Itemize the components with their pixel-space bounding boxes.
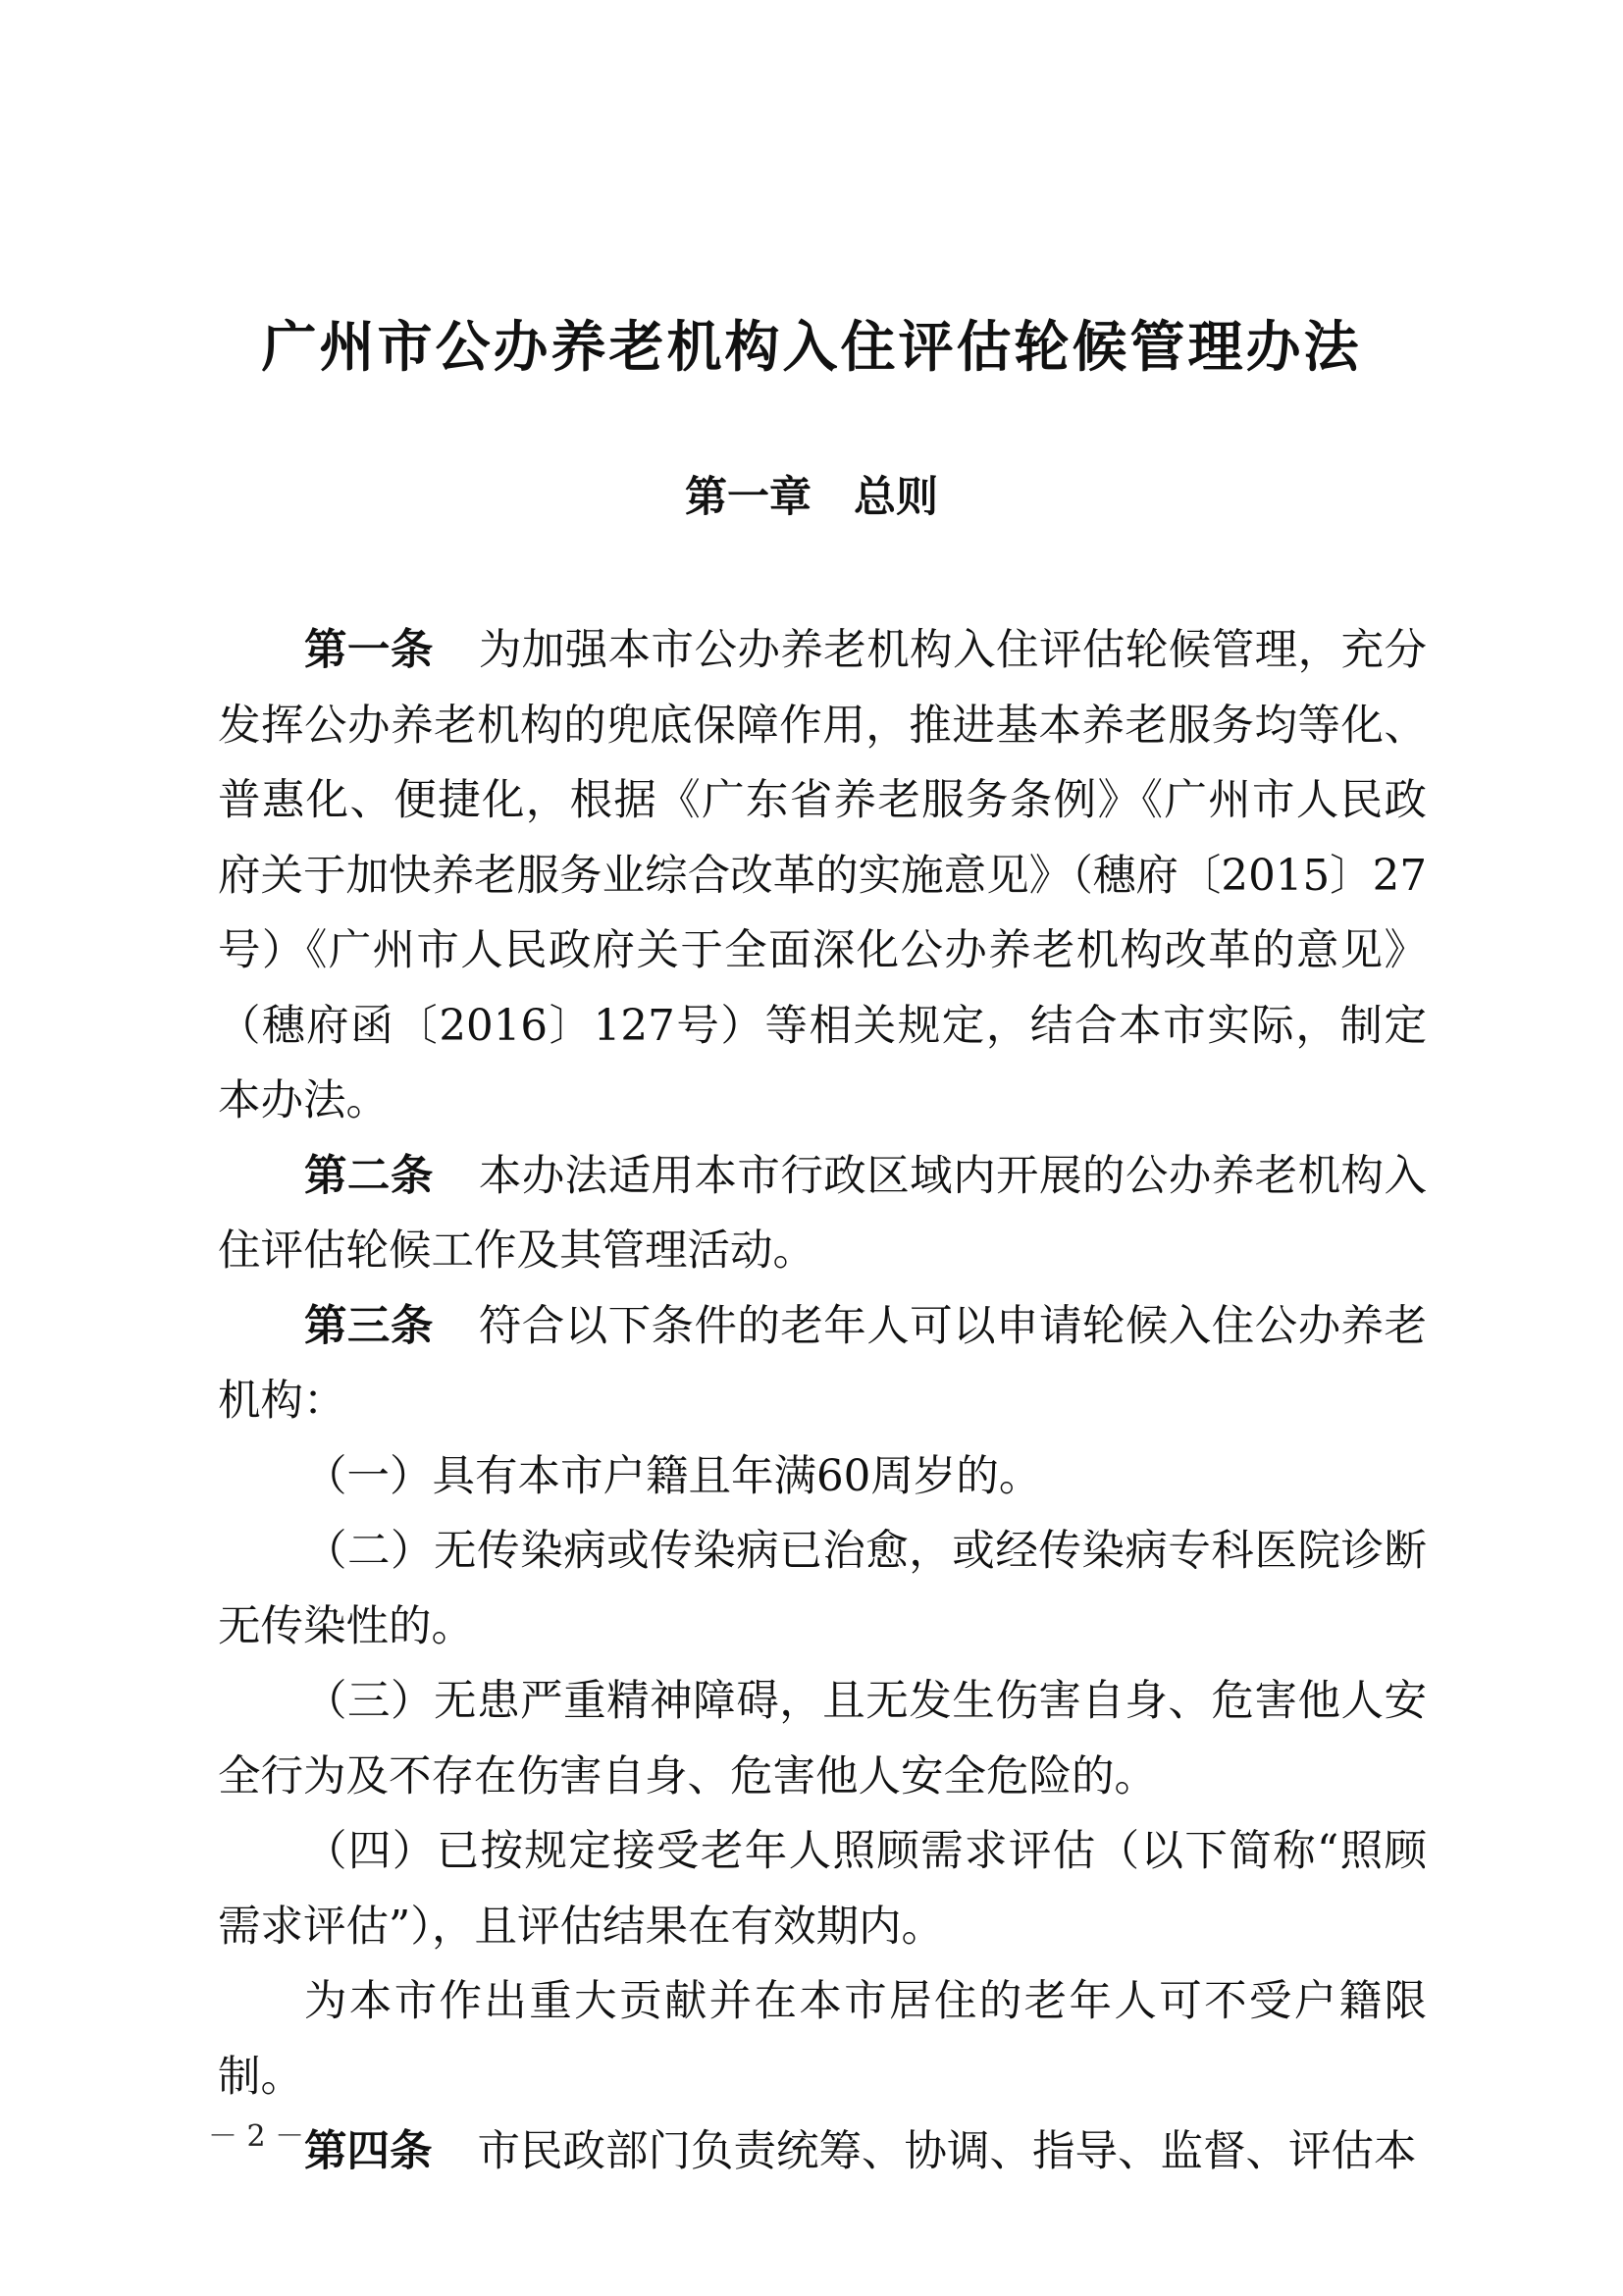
clause-text: （三）无患严重精神障碍，且无发生伤害自身、危害他人安全行为及不存在伤害自身、危害他人安全危险的。 xyxy=(218,1677,1427,1801)
document-title: 广州市公办养老机构入住评估轮候管理办法 xyxy=(261,316,1362,380)
article-label: 第一条 xyxy=(304,626,434,675)
clause-2 xyxy=(218,1514,1427,1664)
clause-1 xyxy=(218,1439,1427,1515)
clause-3 xyxy=(218,1664,1427,1814)
clause-text: （一）具有本市户籍且年满60周岁的。 xyxy=(304,1451,1042,1501)
document-body xyxy=(218,613,1427,2190)
exemption-paragraph xyxy=(218,1964,1427,2114)
page-number: － 2 － xyxy=(208,2119,305,2154)
article-label: 第二条 xyxy=(304,1151,434,1201)
clause-text: （二）无传染病或传染病已治愈，或经传染病专科医院诊断无传染性的。 xyxy=(218,1527,1427,1651)
article-text: 本办法适用本市行政区域内开展的公办养老机构入住评估轮候工作及其管理活动。 xyxy=(218,1151,1427,1276)
chapter-heading: 第一章 总则 xyxy=(685,473,938,522)
article-text: 市民政部门负责统筹、协调、指导、监督、评估本 xyxy=(477,2127,1417,2176)
article-1 xyxy=(218,613,1427,1139)
clause-4 xyxy=(218,1814,1427,1964)
article-4 xyxy=(218,2114,1427,2190)
article-text: 符合以下条件的老年人可以申请轮候入住公办养老机构： xyxy=(218,1301,1427,1426)
article-3 xyxy=(218,1289,1427,1439)
article-text: 为加强本市公办养老机构入住评估轮候管理，充分发挥公办养老机构的兜底保障作用，推进基本养老服务均等化、普惠化、便捷化，根据《广东省养老服务条例》《广州市人民政府关于加快养老服务业综合改革的实施意见》（穗府〔2015〕27号）《广州市人民政府关于全面深化公办养老机构改革的意见》（穗府函〔2016〕127号）等相关规定，结合本市实际，制定本办法。 xyxy=(218,626,1427,1125)
paragraph-text: 为本市作出重大贡献并在本市居住的老年人可不受户籍限制。 xyxy=(218,1977,1427,2102)
clause-text: （四）已按规定接受老年人照顾需求评估（以下简称“照顾需求评估”），且评估结果在有效期内。 xyxy=(218,1827,1427,1952)
article-label: 第四条 xyxy=(304,2127,433,2176)
article-label: 第三条 xyxy=(304,1301,434,1351)
article-2 xyxy=(218,1139,1427,1289)
